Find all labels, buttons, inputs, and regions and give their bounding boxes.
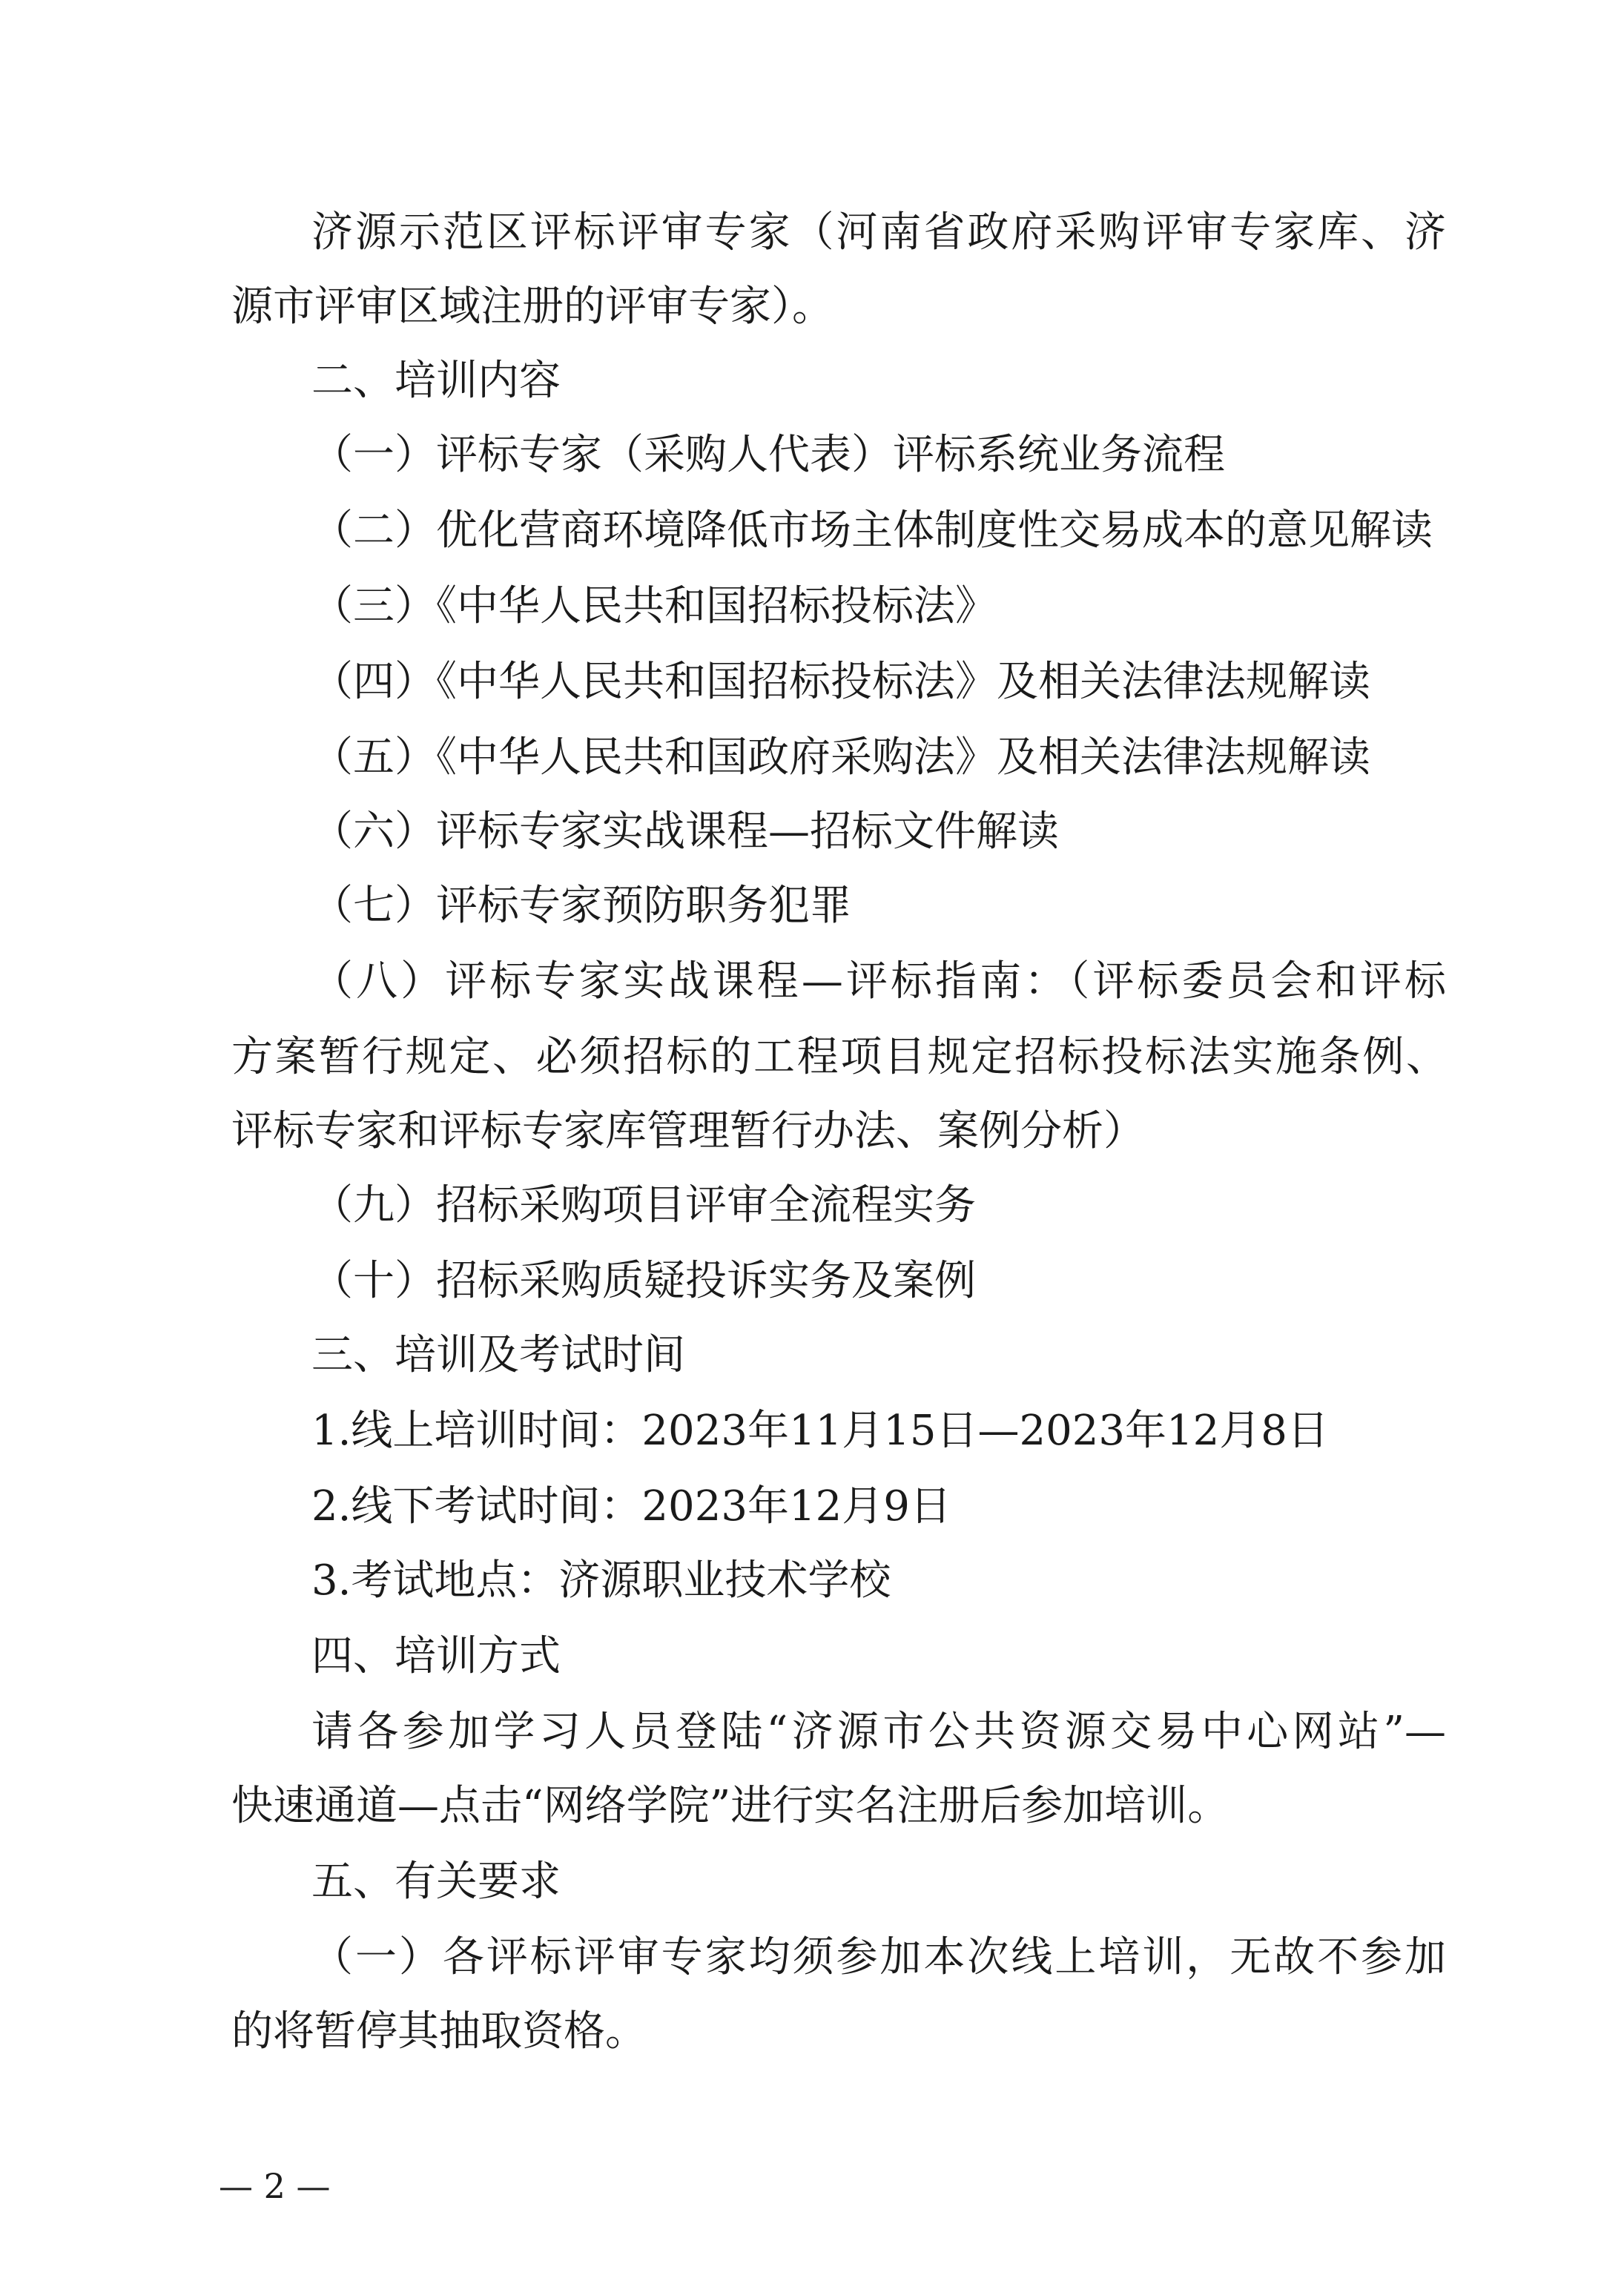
schedule-exam-location: 3.考试地点：济源职业技术学校 (311, 1556, 891, 1605)
requirement-1-line-1: （一）各评标评审专家均须参加本次线上培训，无故不参加 (311, 1933, 1446, 1981)
page-number: — 2 — (219, 2166, 331, 2206)
paragraph-scope-line-1: 济源示范区评标评审专家（河南省政府采购评审专家库、济 (311, 208, 1446, 257)
section-heading-requirements: 五、有关要求 (311, 1858, 561, 1906)
section-heading-training-method: 四、培训方式 (311, 1632, 561, 1680)
content-item-4: （四）《中华人民共和国招标投标法》及相关法律法规解读 (311, 658, 1370, 706)
content-item-6: （六）评标专家实战课程—招标文件解读 (311, 808, 1059, 856)
section-heading-training-content: 二、培训内容 (311, 357, 561, 405)
content-item-8-line-2: 方案暂行规定、必须招标的工程项目规定招标投标法实施条例、 (231, 1033, 1448, 1081)
paragraph-scope-line-2: 源市评审区域注册的评审专家）。 (231, 283, 834, 331)
method-paragraph-line-2: 快速通道—点击“网络学院”进行实名注册后参加培训。 (231, 1782, 1229, 1830)
content-item-8-line-1: （八）评标专家实战课程—评标指南：（评标委员会和评标 (311, 957, 1446, 1006)
method-paragraph-line-1: 请各参加学习人员登陆“济源市公共资源交易中心网站”— (311, 1708, 1446, 1756)
content-item-8-line-3: 评标专家和评标专家库管理暂行办法、案例分析） (231, 1107, 1145, 1155)
content-item-1: （一）评标专家（采购人代表）评标系统业务流程 (311, 431, 1225, 479)
content-item-7: （七）评标专家预防职务犯罪 (311, 882, 851, 930)
schedule-online-training: 1.线上培训时间：2023年11月15日—2023年12月8日 (311, 1407, 1329, 1455)
content-item-9: （九）招标采购项目评审全流程实务 (311, 1181, 976, 1229)
content-item-5: （五）《中华人民共和国政府采购法》及相关法律法规解读 (311, 733, 1370, 782)
section-heading-schedule: 三、培训及考试时间 (311, 1331, 685, 1379)
schedule-offline-exam: 2.线下考试时间：2023年12月9日 (311, 1482, 951, 1531)
content-item-2: （二）优化营商环境降低市场主体制度性交易成本的意见解读 (311, 506, 1433, 555)
content-item-10: （十）招标采购质疑投诉实务及案例 (311, 1257, 976, 1305)
content-item-3: （三）《中华人民共和国招标投标法》 (311, 582, 997, 630)
requirement-1-line-2: 的将暂停其抽取资格。 (231, 2007, 647, 2056)
